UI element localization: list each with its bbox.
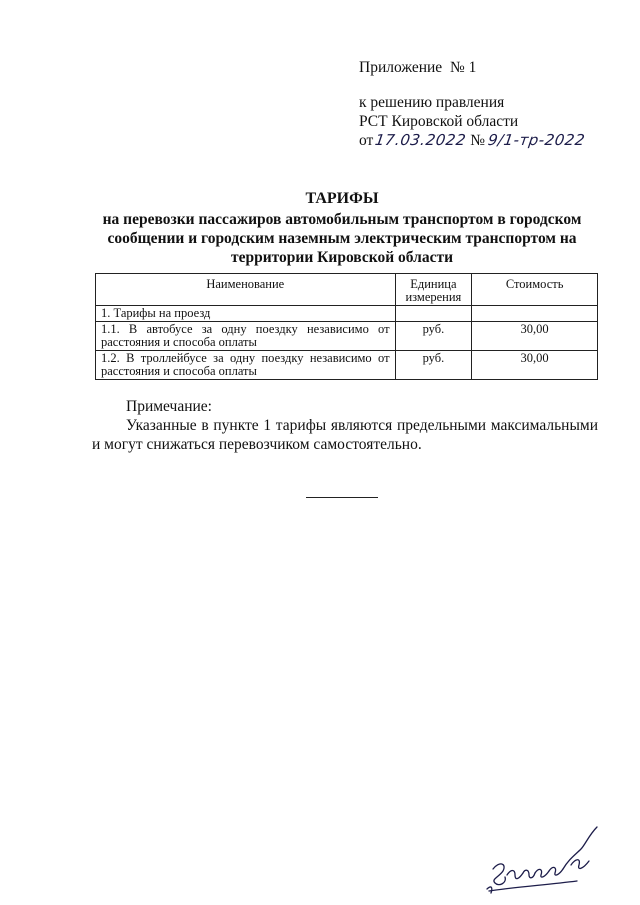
row-cost: 30,00 [472, 322, 598, 351]
note-text: Указанные в пункте 1 тарифы являются предельными максимальными и могут снижаться перевозчиком самостоятельно. [92, 417, 598, 453]
note-section [92, 397, 598, 454]
title-line-1: на перевозки пассажиров автомобильным транспортом в городском [102, 211, 582, 228]
document-title [90, 189, 594, 267]
closing-divider [306, 497, 378, 498]
appendix-label: Приложение [359, 59, 443, 76]
appendix-header [359, 58, 585, 150]
column-header-unit: Единица измерения [395, 274, 472, 306]
title-heading: ТАРИФЫ [305, 190, 379, 207]
row-name: 1.2. В троллейбусе за одну поездку независимо от расстояния и способа оплаты [96, 351, 396, 380]
row-unit [395, 306, 472, 322]
decision-date-line [359, 131, 585, 150]
org-line: РСТ Кировской области [359, 113, 519, 130]
row-name: 1. Тарифы на проезд [96, 306, 396, 322]
tariffs-table [95, 273, 598, 380]
row-unit: руб. [395, 351, 472, 380]
appendix-title [359, 58, 585, 77]
row-unit: руб. [395, 322, 472, 351]
number-symbol: № [470, 132, 486, 149]
table-row [96, 306, 598, 322]
note-label: Примечание: [126, 398, 212, 415]
column-header-name: Наименование [96, 274, 396, 306]
appendix-number: № 1 [449, 59, 477, 76]
row-cost [472, 306, 598, 322]
table-row [96, 322, 598, 351]
handwritten-number: 9/1-тр-2022 [486, 131, 587, 149]
title-line-2: сообщении и городским наземным электрическим транспортом на [107, 230, 577, 247]
decision-line: к решению правления [359, 94, 505, 111]
row-cost: 30,00 [472, 351, 598, 380]
handwritten-date: 17.03.2022 [374, 131, 468, 149]
column-header-cost: Стоимость [472, 274, 598, 306]
from-label: от [359, 132, 374, 149]
table-row [96, 351, 598, 380]
table-header-row [96, 274, 598, 306]
handwritten-signature [485, 825, 615, 900]
title-line-3: территории Кировской области [230, 249, 454, 266]
row-name: 1.1. В автобусе за одну поездку независимо от расстояния и способа оплаты [96, 322, 396, 351]
